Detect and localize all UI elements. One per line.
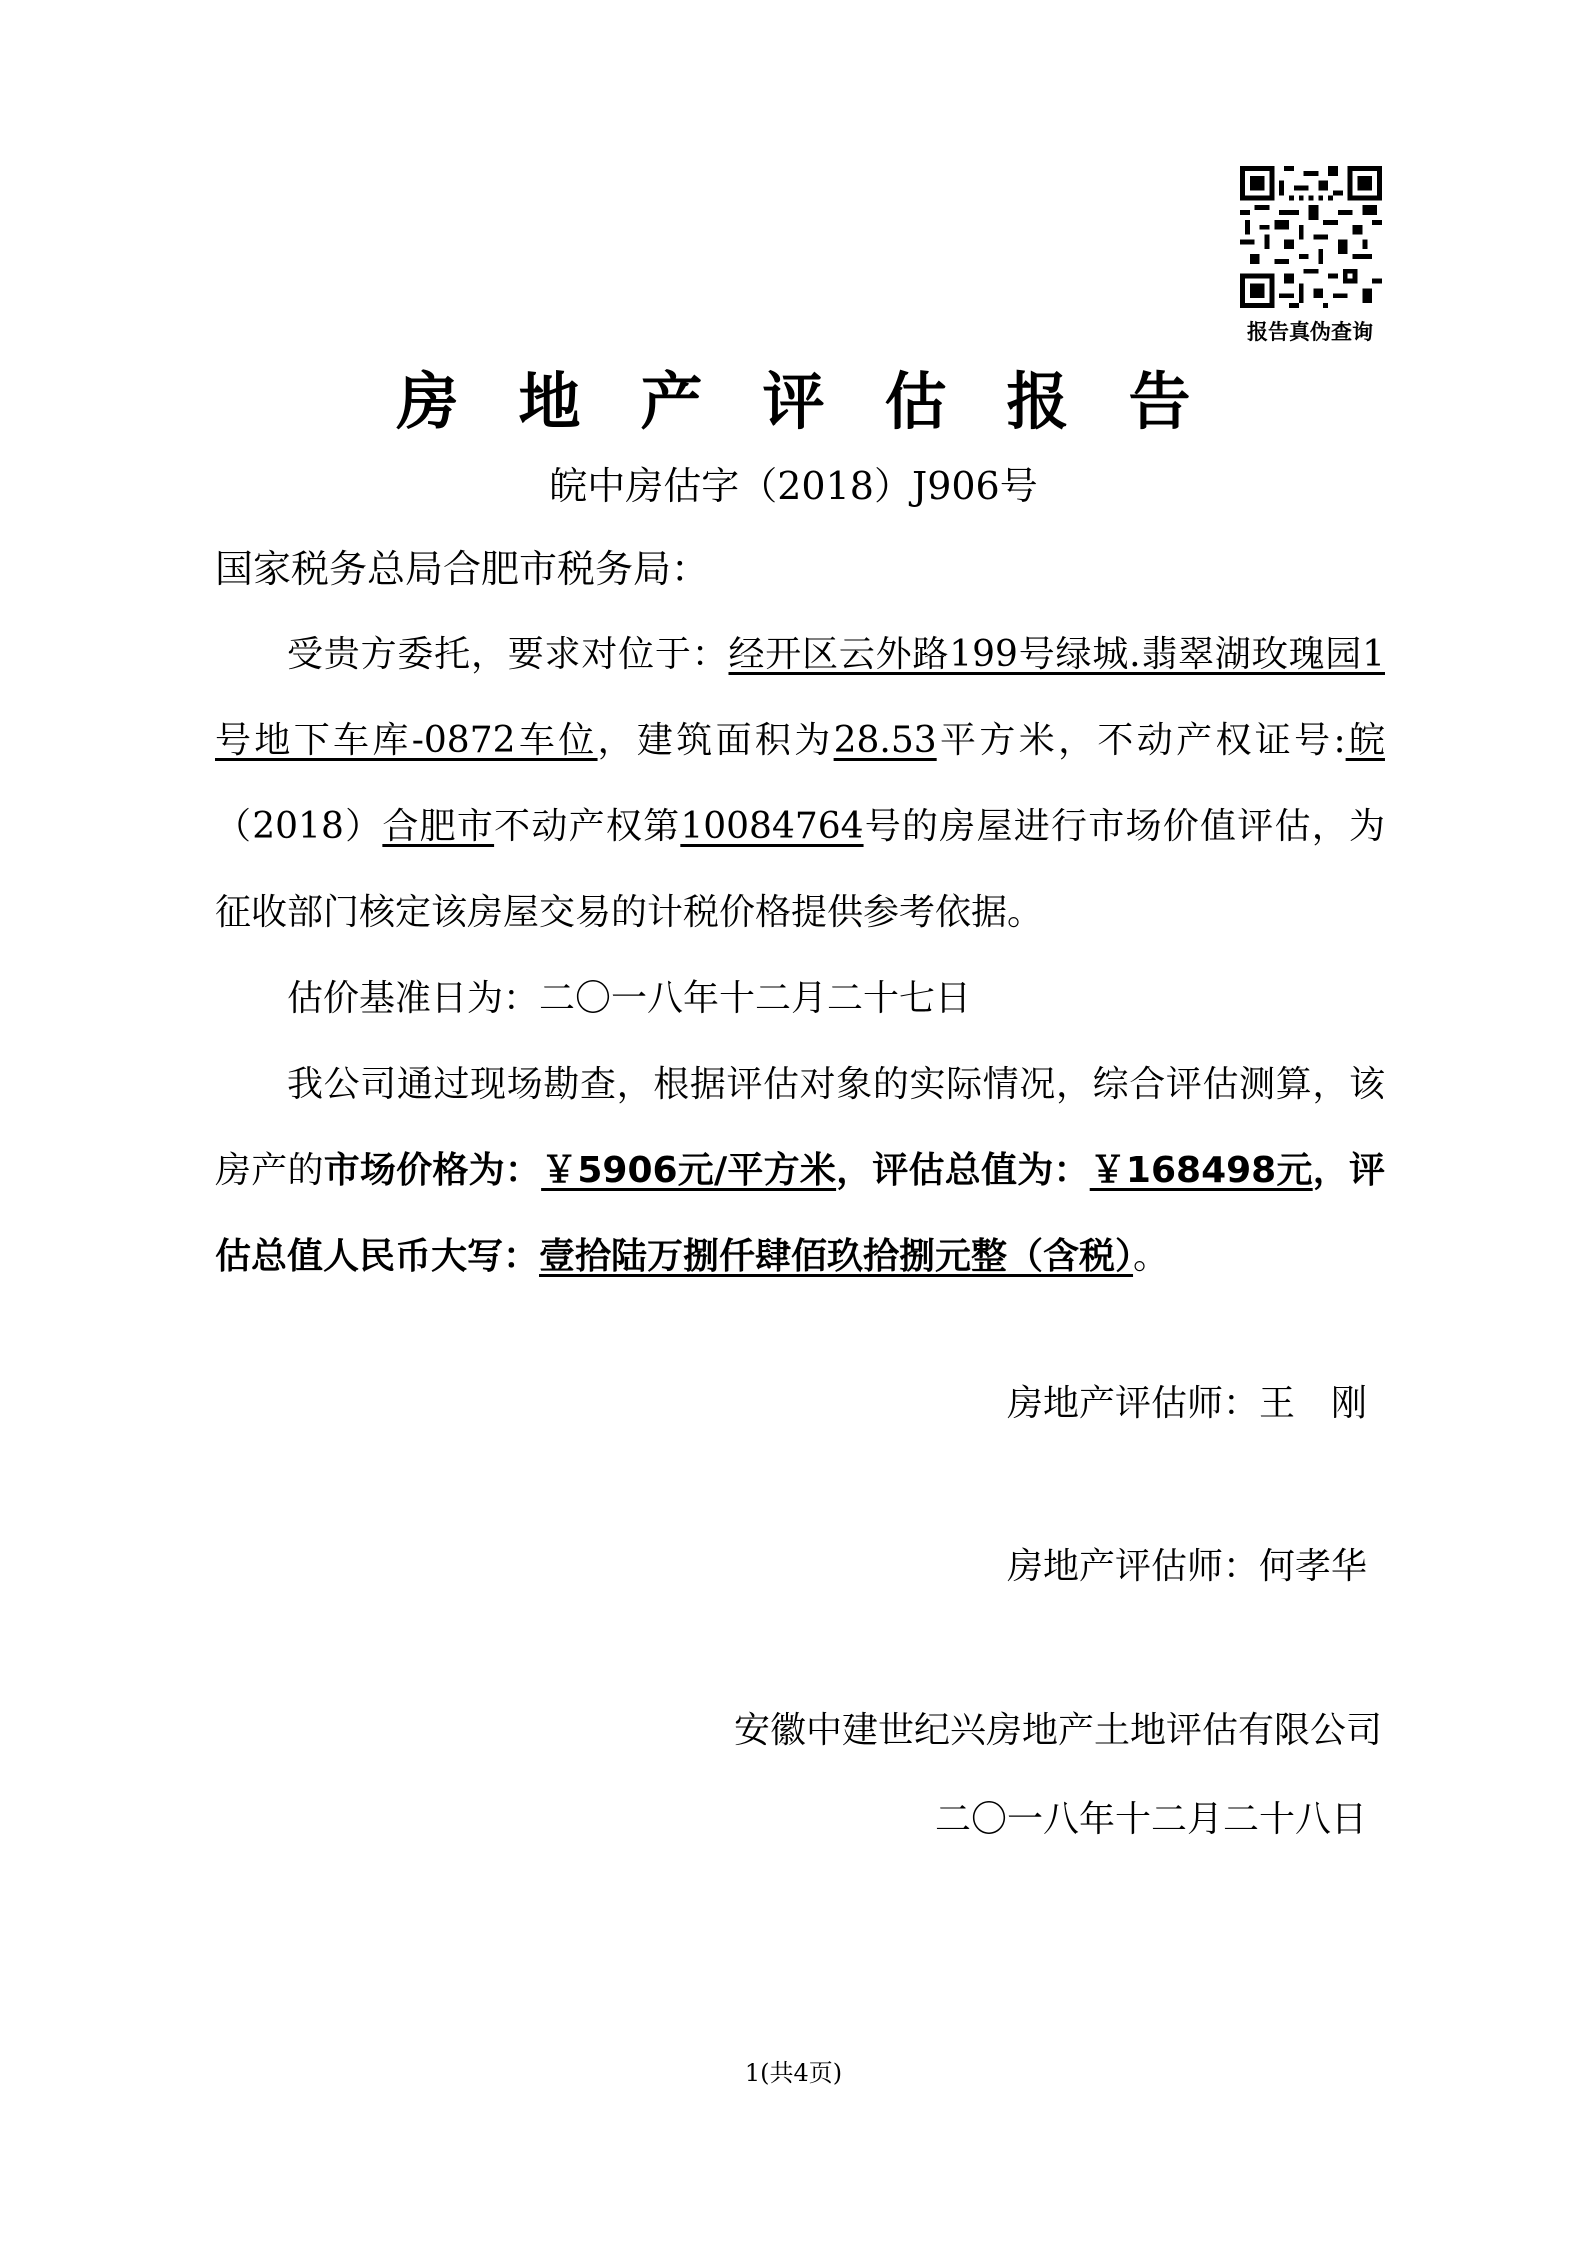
- total-words-label: 评估总值人民币大写：: [215, 1150, 1385, 1277]
- text-fragment: 我公司通过现场勘查，根据评估对象的实际情况，综合评估测算，该房产的: [215, 1064, 1385, 1191]
- appraiser-1: 房地产评估师：王 刚: [1006, 1383, 1367, 1424]
- paragraph-valuation-date: 估价基准日为：二〇一八年十二月二十七日: [287, 978, 972, 1019]
- paragraph-commission: [215, 612, 1385, 956]
- page-title: 房地产评估报告: [396, 365, 1251, 438]
- market-price-label: 市场价格为：: [323, 1150, 542, 1191]
- text-fragment: ，: [1312, 1150, 1349, 1191]
- report-date: 二〇一八年十二月二十八日: [934, 1799, 1367, 1840]
- document-number: 皖中房估字（2018）J906号: [549, 464, 1038, 508]
- text-fragment: 。: [1133, 1236, 1170, 1277]
- report-body: [215, 612, 1385, 1300]
- page-number: 1(共4页): [744, 2059, 843, 2087]
- qr-caption: 报告真伪查询: [1247, 320, 1373, 344]
- property-address: 经开区云外路199号绿城.翡翠湖玫瑰园1号地下车库-0872车位: [215, 634, 1385, 761]
- total-value-words: 壹拾陆万捌仟肆佰玖拾捌元整（含税）: [539, 1236, 1134, 1277]
- market-price: ￥5906元/平方米: [541, 1150, 837, 1191]
- building-area: 28.53: [833, 720, 937, 761]
- certificate-number: 10084764: [680, 806, 864, 847]
- text-fragment: 号的房屋进行市场价值评估，为征收部门核定该房屋交易的计税价格提供参考依据。: [215, 806, 1385, 933]
- cert-province: 皖: [1345, 720, 1385, 761]
- total-value: ￥168498元: [1089, 1150, 1313, 1191]
- total-value-label: ，评估总值为：: [836, 1150, 1090, 1191]
- paragraph-valuation-result: [215, 1042, 1385, 1300]
- text-fragment: 受贵方委托，要求对位于：: [287, 634, 729, 675]
- qr-code-icon[interactable]: [1240, 166, 1382, 308]
- text-fragment: （2018）: [215, 806, 383, 847]
- cert-city: 合肥市: [382, 806, 495, 847]
- text-fragment: 不动产权第: [494, 806, 681, 847]
- appraiser-2: 房地产评估师：何孝华: [1006, 1546, 1367, 1587]
- addressee: 国家税务总局合肥市税务局：: [215, 547, 710, 591]
- text-fragment: ，建筑面积为: [597, 720, 834, 761]
- company-name: 安徽中建世纪兴房地产土地评估有限公司: [733, 1710, 1382, 1751]
- text-fragment: 平方米，不动产权证号:: [936, 720, 1346, 761]
